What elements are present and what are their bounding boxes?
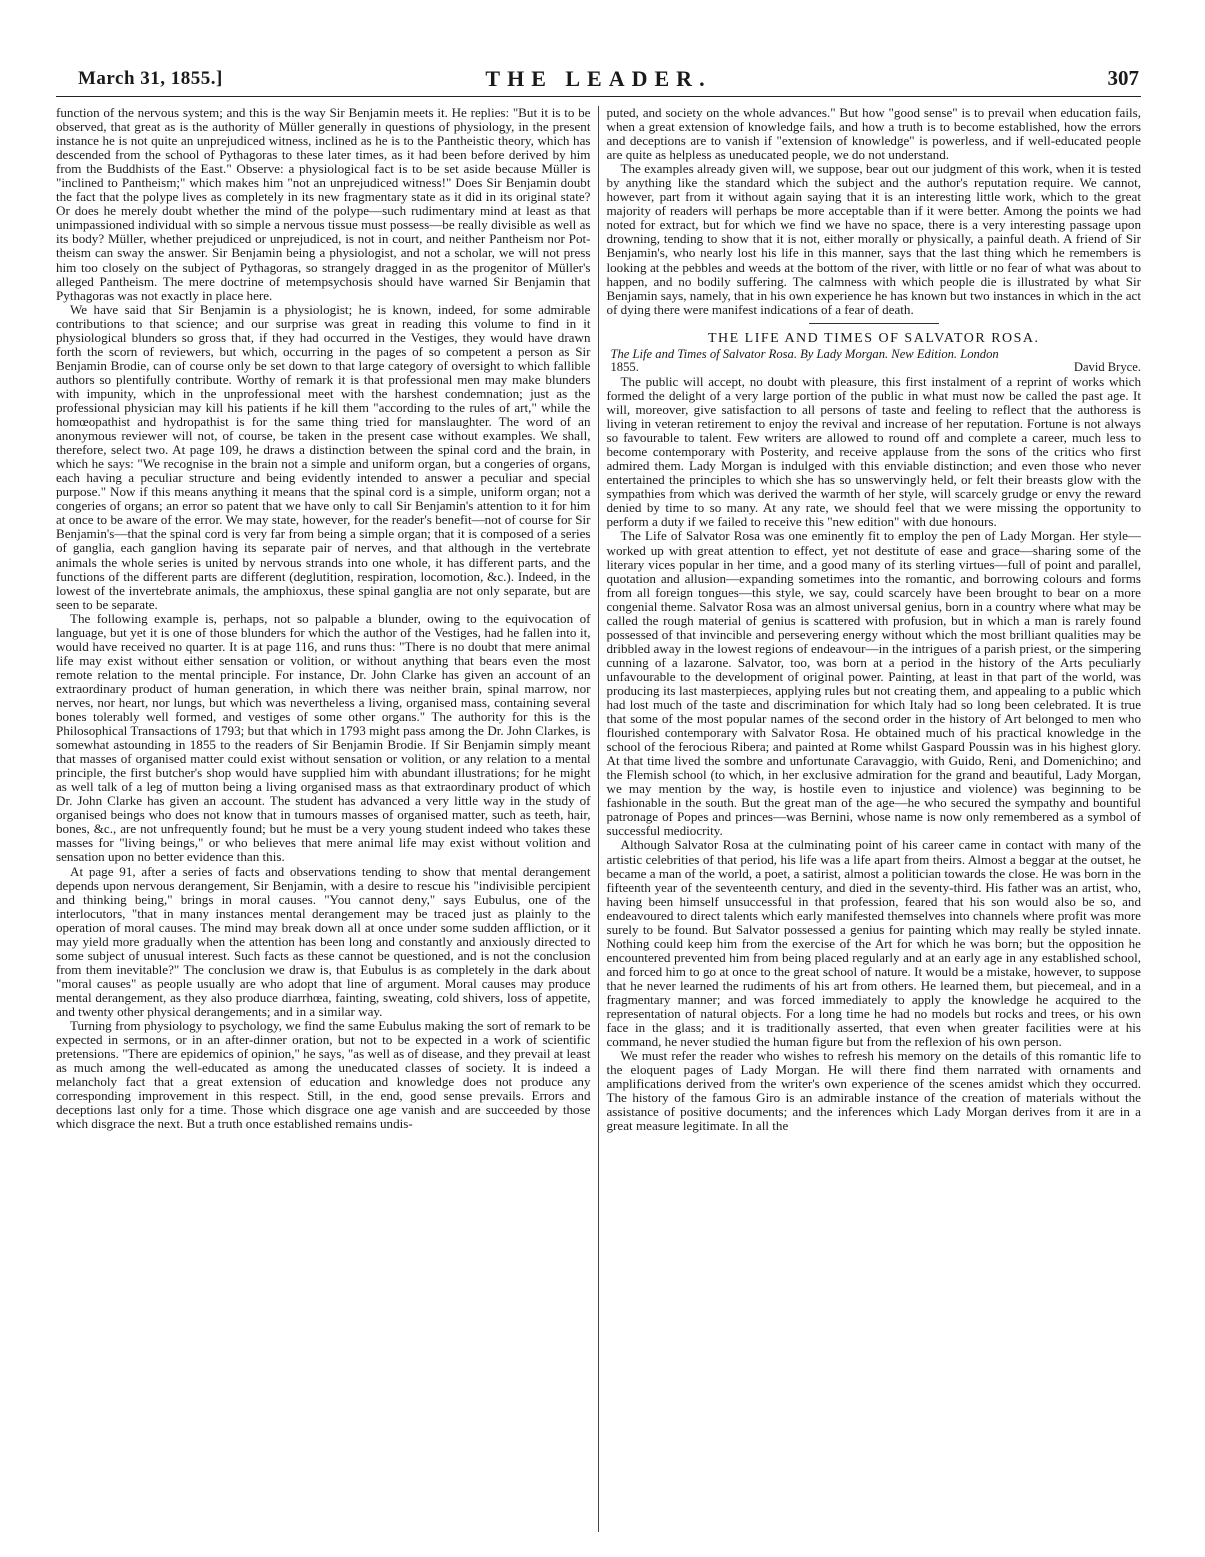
body-columns [56, 106, 1141, 1532]
review-citation [607, 348, 1142, 375]
paragraph: The Life of Salvator Rosa was one eminently fit to employ the pen of Lady Morgan. Her style—worked up with great attention to effect, yet not destitute of ease and grace—sharing some of the literary vices popular in her time, and a good many of its sterling virtues—full of point and parallel, quotation and allusion—expanding sometimes into the romantic, and borrowing colours and forms from all foreign tongues—this style, we say, could scarcely have been brought to bear on a more congenial theme. Salvator Rosa was an almost universal genius, born in a country where what may be called the rough material of genius is scattered with profusion, but in which a man is rarely found possessed of that invincible and persevering energy without which the most brilliant qualities may be dribbled away in the lowest regions of endeavour—in the intrigues of a parish priest, or the simpering cunning of a lazarone. Salvator, too, was born at a period in the history of the Arts peculiarly unfavourable to the development of original power. Painting, at least in that part of the world, was producing its last masterpieces, applying rules but not creating them, and appealing to a public which had lost much of the taste and discrimination for which Italy had so long been celebrated. It is true that some of the most popular names of the second order in the history of Art belonged to men who flourished contemporary with Salvator Rosa. He obtained much of his practical knowledge in the school of the ferocious Ribera; and painted at Rome whilst Gaspard Poussin was in his highest glory. At that time lived the sombre and unfortunate Caravaggio, with Guido, Reni, and Domenichino; and the Flemish school (to which, in her exclusive admiration for the grand and beautiful, Lady Morgan, we may mention by the way, is hostile even to injustice and violence) was beginning to be fashionable in the south. But the great man of the age—he who secured the sympathy and bountiful patronage of Popes and princes—was Bernini, whose name is now only remembered as a symbol of successful mediocrity. [606, 528, 1141, 839]
paragraph: Although Salvator Rosa at the culminating point of his career came in contact with many of the artistic celebrities of that period, his life was a life apart from theirs. Almost a beggar at the outset, he became a man of the world, a poet, a satirist, almost a politician towards the close. He was born in the fifteenth year of the seventeenth century, and died in the seventy-third. His father was an artist, who, having been himself unsuccessful in that profession, feared that his son would also be so, and endeavoured to direct talents which early manifested themselves into channels where profit was more surely to be found. But Salvator possessed a genius for painting which may really be styled innate. Nothing could keep him from the exercise of the Art for which he was born; but the opposition he encountered prevented him from being placed regularly and at an early age in any established school, and forced him to go at once to the great school of nature. It would be a mistake, however, to suppose that he never learned the rudiments of his art from others. He learned them, but piecemeal, and in a fragmentary manner; and was forced immediately to apply the knowledge he acquired to the representation of natural objects. For a long time he had no models but rocks and trees, or his own face in the glass; and it is traditionally asserted, that even when greater facilities were at his command, he never studied the human figure but from the reflexion of his own person. [606, 837, 1141, 1050]
review-heading: THE LIFE AND TIMES OF SALVATOR ROSA. [707, 330, 1040, 346]
citation-publisher: David Bryce. [1073, 360, 1141, 375]
paragraph: function of the nervous system; and this is the way Sir Benjamin meets it. He replies: "But it is to be observed, that great as is the authority of Müller generally in questions of physiology, in the present instance he is not quite an unprejudiced witness, inclined as he is to the Pantheistic theory, which has descended from the school of Pythagoras to these later times, as it had been before derived by him from the Buddhists of the East." Observe: a physiological fact is to be set aside because Müller is "inclined to Pantheism;" which makes him "not an unprejudiced witness!" Does Sir Benjamin doubt the fact that the polype lives as completely in its new fragmentary state as it did in its original state? Or does he merely doubt whether the mind of the polype—such rudimentary mind at least as that unimpassioned individual with so simple a nervous tissue must possess—be really divisible as well as its body? Müller, whether prejudiced or unprejudiced, is not in court, and neither Pantheism nor Pot-theism can sway the answer. Sir Benjamin being a physiologist, and not a scholar, we will not press him too closely on the subject of Pythagoras, so strangely dragged in as the progenitor of Müller's alleged Pantheism. The mere doctrine of metempsychosis should have warned Sir Benjamin that Pythagoras was not exactly in place here. [56, 106, 591, 303]
paragraph: Turning from physiology to psychology, we find the same Eubulus making the sort of remark to be expected in sermons, or in an after-dinner oration, but not to be expected in a work of scientific pretensions. "There are epidemics of opinion," he says, "as well as of disease, and they prevail at least as much among the well-educated as among the uneducated classes of society. It is indeed a melancholy fact that a great extension of education and knowledge does not produce any corresponding improvement in this respect. Still, in the end, good sense prevails. Errors and deceptions last only for a time. Those which disgrace one age vanish and are succeeded by those which disgrace the next. But a truth once established remains undis- [56, 1018, 591, 1132]
section-divider [809, 323, 939, 324]
newspaper-page [56, 62, 1141, 1532]
left-column [56, 106, 599, 1532]
citation-text: The Life and Times of Salvator Rosa. By Lady Morgan. New Edition. London [610, 346, 999, 361]
citation-year: 1855. [610, 360, 639, 375]
paragraph: At page 91, after a series of facts and observations tending to show that mental derangement depends upon nervous derangement, Sir Benjamin, with a desire to rescue his "indivisible percipient and thinking being," brings in moral causes. "You cannot deny," says Eubulus, one of the interlocutors, "that in many instances mental derangement may be traced just as plainly to the operation of moral causes. The mind may break down all at once under some sudden affliction, or it may yield more gradually when the attention has been long and constantly and anxiously directed to some subject of unusual interest. Such facts as these cannot be questioned, and is not the conclusion from them inevitable?" The conclusion we draw is, that Eubulus is as completely in the dark about "moral causes" as people usually are who adopt that line of argument. Moral causes may produce mental derangement, as they also produce diarrhœa, fainting, sweating, cold shivers, loss of appetite, and twenty other physical derangements; and in a similar way. [56, 863, 591, 1019]
paragraph: The following example is, perhaps, not so palpable a blunder, owing to the equivocation of language, but yet it is one of those blunders for which the author of the Vestiges, had he fallen into it, would have received no quarter. It is at page 116, and runs thus: "There is no doubt that mere animal life may exist without either sensation or volition, or without anything that bears even the most remote relation to the mental principle. For instance, Dr. John Clarke has given an account of an extraordinary product of human generation, in which there was neither brain, spinal marrow, nor nerves, nor heart, nor lungs, but which was nevertheless a living, organised mass, containing several bones tolerably well formed, and vestiges of some other organs." The authority for this is the Philosophical Transactions of 1793; but that which in 1793 might pass among the Dr. John Clarkes, is somewhat astounding in 1855 to the readers of Sir Benjamin Brodie. If Sir Benjamin simply meant that masses of organised matter could exist without sensation or volition, or any relation to a mental principle, the first butcher's shop would have supplied him with abundant illustrations; for he might as well talk of a leg of mutton being a living organised mass as that extraordinary product of which Dr. John Clarke has given an account. The student has advanced a very little way in the study of organised beings who does not know that in tumours masses of organised matter, such as teeth, hair, bones, &c., are not unfrequently found; but he must be a very young student indeed who takes these masses for "living beings," or who believes that mere animal life may exist without volition and sensation upon no better evidence than this. [56, 610, 591, 865]
masthead [56, 62, 1141, 97]
paragraph: We have said that Sir Benjamin is a physiologist; he is known, indeed, for some admirable contributions to that science; and our surprise was great in reading this volume to find in it physiological blunders so gross that, if they had occurred in the Vestiges, they would have drawn forth the scorn of reviewers, but which, occurring in the pages of so competent a person as Sir Benjamin Brodie, can of course only be set down to that large category of oversight to which fallible authors so plentifully contribute. Worthy of remark it is that professional men may make blunders with impunity, which in the unprofessional meet with the harshest condemnation; just as the professional physician may kill his patients if he kill them "according to the rules of art," while the homœopathist and hydropathist is for the same thing tried for manslaughter. The word of an anonymous reviewer will not, of course, be taken in the present case without examples. We shall, therefore, select two. At page 109, he draws a distinction between the spinal cord and the brain, in which he says: "We recognise in the brain not a simple and uniform organ, but a congeries of organs, each having a peculiar structure and being evidently intended to answer a peculiar and special purpose." Now if this means anything it means that the spinal cord is a simple, uniform organ; not a congeries of organs; an error so patent that we have only to call Sir Benjamin's attention to it for him at once to be aware of the error. We may state, however, for the reader's benefit—not of course for Sir Benjamin's—that the spinal cord is very far from being a simple organ; that it is composed of a series of ganglia, each ganglion having its separate pair of nerves, and that although in the vertebrate animals the whole series is united by nervous strands into one whole, it has different parts, and the functions of the different parts are different (deglutition, respiration, locomotion, &c.). Indeed, in the lowest of the invertebrate animals, the amphioxus, these spinal ganglia are not only separate, but are seen to be separate. [56, 301, 591, 612]
page-number: 307 [1107, 66, 1139, 90]
right-column [599, 106, 1142, 1532]
paragraph: puted, and society on the whole advances." But how "good sense" is to prevail when education fails, when a great extension of knowledge fails, and how a truth is to become established, how the errors and deceptions are to vanish if "extension of knowledge" is powerless, and if well-educated people are quite as helpless as uneducated people, we do not understand. [606, 106, 1141, 163]
paragraph: We must refer the reader who wishes to refresh his memory on the details of this romantic life to the eloquent pages of Lady Morgan. He will there find them narrated with ornaments and amplifications derived from the writer's own experience of the scenes amidst which they occurred. The history of the famous Giro is an admirable instance of the creation of materials without the assistance of positive documents; and the inferences which Lady Morgan derives from it are in a great measure legitimate. In all the [606, 1048, 1141, 1134]
paragraph: The examples already given will, we suppose, bear out our judgment of this work, when it is tested by anything like the standard which the subject and the author's reputation require. We cannot, however, part from it without again saying that it is an interesting little work, which to the great majority of readers will perhaps be more acceptable than if it were better. Among the points we had noted for extract, but for which we find we have no space, there is a very interesting passage upon drowning, tending to show that it is not, either morally or physically, a painful death. A friend of Sir Benjamin's, who nearly lost his life in this manner, says that the last thing which he remembers is looking at the pebbles and weeds at the bottom of the river, with little or no fear of what was about to happen, and no bodily suffering. The calmness with which people die is illustrated by what Sir Benjamin says, namely, that in his own experience he has known but two instances in which in the act of dying there were manifest indications of a fear of death. [606, 161, 1141, 317]
issue-date: March 31, 1855.] [78, 68, 223, 89]
newspaper-title: THE LEADER. [485, 66, 712, 91]
paragraph: The public will accept, no doubt with pleasure, this first instalment of a reprint of works which formed the delight of a very large portion of the public in what must now be called the past age. It will, moreover, give satisfaction to all persons of taste and feeling to reflect that the authoress is living in veteran retirement to enjoy the revival and increase of her reputation. Fortune is not always so favourable to talent. Few writers are allowed to round off and complete a career, much less to become contemporary with Posterity, and receive applause from the sons of the critics who first admired them. Lady Morgan is indulged with this enviable distinction; and even those who never entertained the principles to which she has so unswervingly held, or felt their breasts glow with the sympathies from which was derived the warmth of her style, will scarcely grudge or envy the reward denied by time to so many. At any rate, we should feel that we were missing the opportunity to perform a duty if we failed to receive this "new edition" with due honours. [606, 373, 1141, 530]
